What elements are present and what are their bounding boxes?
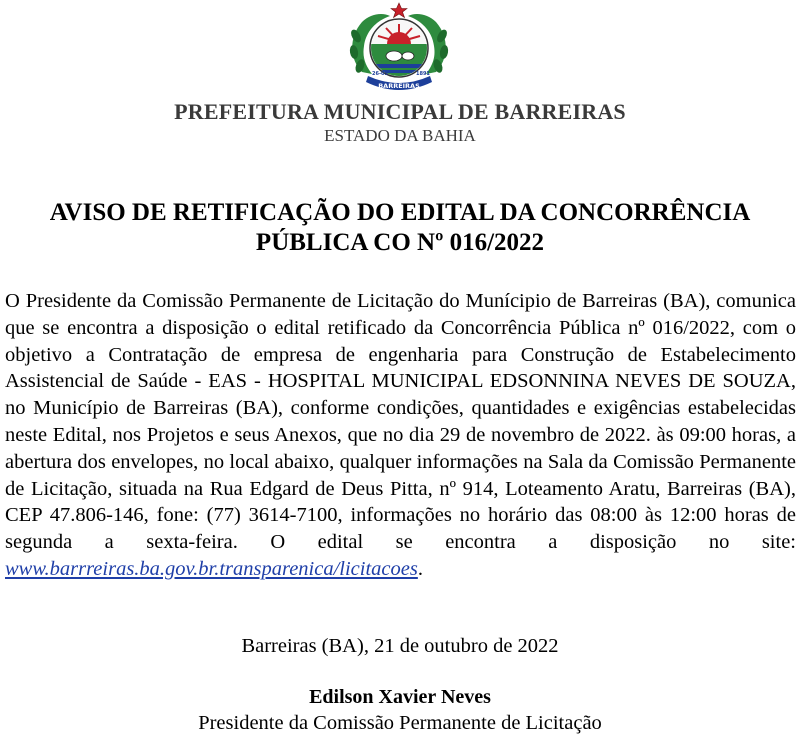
notice-body-end: . — [417, 557, 423, 580]
municipal-coat-of-arms-icon — [344, 2, 454, 98]
org-state: ESTADO DA BAHIA — [324, 126, 476, 145]
notice-title — [0, 198, 800, 258]
licitacoes-link[interactable]: www.barrreiras.ba.gov.br.transparenica/licitacoes — [5, 557, 418, 580]
crest-date-right: 1891 — [416, 71, 430, 77]
date-line: Barreiras (BA), 21 de outubro de 2022 — [241, 635, 559, 657]
crest-date-left: 26-05 — [372, 71, 388, 77]
notice-body-text: O Presidente da Comissão Permanente de Licitação do Munícipio de Barreiras (BA), comunica que se encontra a disposição o edital retificado da Concorrência Pública nº 016/2022, com o objetivo a Contratação de empresa de engenharia para Construção de Estabelecimento Assistencial de Saúde - EAS - HOSPITAL MUNICIPAL EDSONNINA NEVES DE SOUZA, no Município de Barreiras (BA), conforme condições, quantidades e exigências estabelecidas neste Edital, nos Projetos e seus Anexos, que no dia 29 de novembro de 2022. às 09:00 horas, a abertura dos envelopes, no local abaixo, qualquer informações na Sala da Comissão Permanente de Licitação, situada na Rua Edgard de Deus Pitta, nº 914, Loteamento Aratu, Barreiras (BA), CEP 47.806-146, fone: (77) 3614-7100, informações no horário das 08:00 às 12:00 horas de segunda a sexta-feira. O edital se encontra a disposição no site: — [5, 290, 796, 554]
notice-title-line-1: AVISO DE RETIFICAÇÃO DO EDITAL DA CONCORRÊNCIA — [49, 199, 751, 226]
signer-role: Presidente da Comissão Permanente de Licitação — [198, 712, 602, 734]
crest-banner-text: BARREIRAS — [378, 82, 420, 90]
signer-name: Edilson Xavier Neves — [309, 686, 491, 708]
notice-body — [5, 288, 796, 583]
notice-title-line-2: PÚBLICA CO Nº 016/2022 — [255, 229, 545, 256]
org-name: PREFEITURA MUNICIPAL DE BARREIRAS — [174, 99, 626, 124]
